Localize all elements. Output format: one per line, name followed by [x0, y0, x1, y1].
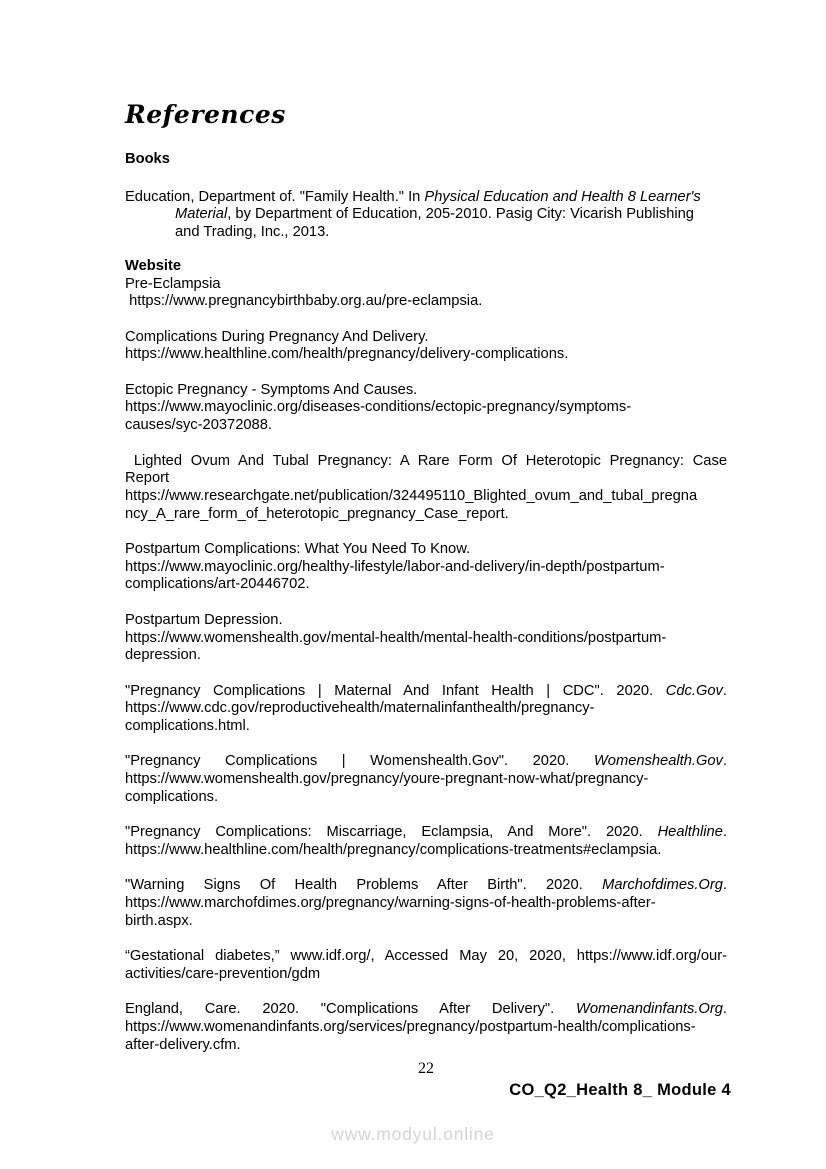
reference-text: "Pregnancy Complications: Miscarriage, Eclampsia, And More". 2020. — [125, 824, 658, 841]
reference-text: . — [722, 682, 727, 699]
reference-line — [125, 647, 727, 665]
reference-line — [125, 700, 727, 718]
reference-text: causes/syc-20372088. — [125, 417, 272, 434]
reference-text: . — [722, 824, 727, 841]
reference-line — [125, 966, 727, 984]
reference-text: complications. — [125, 788, 219, 805]
reference-line — [125, 224, 727, 242]
reference-text: https://www.mayoclinic.org/healthy-lifestyle/labor-and-delivery/in-depth/postpartum- — [125, 558, 665, 575]
reference-line — [125, 895, 727, 913]
reference-line — [125, 630, 727, 648]
reference-entry — [125, 877, 727, 930]
reference-text-italic: Physical Education and Health 8 Learner's — [424, 188, 701, 205]
reference-line — [125, 948, 727, 966]
page-content — [125, 100, 727, 1072]
reference-entry — [125, 753, 727, 806]
reference-text: "Warning Signs Of Health Problems After Birth". 2020. — [125, 877, 603, 894]
reference-line — [125, 1037, 727, 1055]
reference-line — [125, 189, 727, 207]
reference-text: depression. — [125, 647, 201, 664]
reference-text: https://www.womenandinfants.org/services/pregnancy/postpartum-health/complications- — [125, 1018, 696, 1035]
reference-line — [125, 771, 727, 789]
reference-text: https://www.healthline.com/health/pregnancy/delivery-complications. — [125, 346, 569, 363]
reference-text: . — [722, 877, 727, 894]
reference-line — [125, 541, 727, 559]
reference-line — [125, 1001, 727, 1019]
reference-text-italic: Womenshealth.Gov — [593, 753, 723, 770]
reference-entry — [125, 329, 727, 364]
reference-line — [125, 683, 727, 701]
reference-text: https://www.womenshealth.gov/pregnancy/youre-pregnant-now-what/pregnancy- — [125, 771, 649, 788]
watermark: www.modyul.online — [331, 1124, 495, 1144]
reference-line — [125, 913, 727, 931]
reference-entry — [125, 683, 727, 736]
reference-line — [125, 506, 727, 524]
reference-text: https://www.pregnancybirthbaby.org.au/pre-eclampsia. — [125, 293, 483, 310]
reference-text-italic: Material — [175, 206, 228, 223]
reference-text: https://www.womenshealth.gov/mental-health/mental-health-conditions/postpartum- — [125, 629, 667, 646]
reference-line — [125, 559, 727, 577]
reference-line — [125, 382, 727, 400]
reference-text: Postpartum Depression. — [125, 611, 283, 628]
reference-entry — [125, 189, 727, 242]
reference-text: Complications During Pregnancy And Delivery. — [125, 328, 429, 345]
reference-text: and Trading, Inc., 2013. — [175, 224, 330, 241]
reference-entry — [125, 276, 727, 311]
reference-text: , by Department of Education, 205-2010. Pasig City: Vicarish Publishing — [227, 206, 694, 223]
reference-line — [125, 576, 727, 594]
reference-entry — [125, 541, 727, 594]
reference-text-italic: Cdc.Gov — [665, 682, 723, 699]
reference-line — [125, 346, 727, 364]
reference-entry — [125, 453, 727, 524]
reference-text: "Pregnancy Complications | Womenshealth.Gov". 2020. — [125, 753, 594, 770]
reference-text: . — [722, 753, 727, 770]
reference-text-italic: Womenandinfants.Org — [575, 1001, 723, 1018]
reference-text: after-delivery.cfm. — [125, 1036, 241, 1053]
section-heading: Website — [125, 257, 182, 274]
reference-text: Pre-Eclampsia — [125, 275, 221, 292]
reference-line — [125, 789, 727, 807]
reference-entry — [125, 948, 727, 983]
reference-line — [125, 399, 727, 417]
references-list — [125, 151, 727, 1054]
reference-entry — [125, 612, 727, 665]
reference-entry — [125, 824, 727, 859]
reference-text: birth.aspx. — [125, 912, 193, 929]
reference-line — [125, 824, 727, 842]
reference-text: https://www.researchgate.net/publication/324495110_Blighted_ovum_and_tubal_pregna — [125, 487, 698, 504]
reference-line — [125, 753, 727, 771]
section-heading: Books — [125, 151, 170, 167]
reference-text: Report — [125, 470, 170, 487]
reference-text: https://www.healthline.com/health/pregnancy/complications-treatments#eclampsia. — [125, 841, 662, 858]
reference-line — [125, 612, 727, 630]
reference-line — [125, 276, 727, 294]
page-number: 22 — [418, 1060, 434, 1077]
reference-text: complications.html. — [125, 718, 250, 734]
reference-text: https://www.cdc.gov/reproductivehealth/maternalinfanthealth/pregnancy- — [125, 700, 595, 717]
reference-text-italic: Marchofdimes.Org — [602, 877, 723, 894]
footer-module-code: CO_Q2_Health 8_ Module 4 — [509, 1081, 731, 1099]
reference-entry — [125, 382, 727, 435]
reference-line — [125, 718, 727, 736]
reference-text: "Pregnancy Complications | Maternal And Infant Health | CDC". 2020. — [125, 682, 666, 699]
reference-text: Lighted Ovum And Tubal Pregnancy: A Rare Form Of Heterotopic Pregnancy: Case — [125, 452, 727, 469]
reference-line — [125, 877, 727, 895]
reference-line — [125, 453, 727, 471]
reference-text: Education, Department of. "Family Health." In — [125, 188, 425, 205]
reference-text-italic: Healthline — [657, 824, 723, 841]
reference-text: England, Care. 2020. "Complications After Delivery". — [125, 1001, 576, 1018]
reference-line — [125, 470, 727, 488]
reference-line — [125, 417, 727, 435]
reference-line — [125, 488, 727, 506]
reference-text: complications/art-20446702. — [125, 576, 310, 593]
reference-line — [125, 293, 727, 311]
reference-line — [125, 842, 727, 860]
reference-text: Postpartum Complications: What You Need To Know. — [125, 541, 471, 557]
reference-text: “Gestational diabetes,” www.idf.org/, Accessed May 20, 2020, https://www.idf.org/our- — [125, 948, 727, 965]
reference-text: activities/care-prevention/gdm — [125, 965, 321, 982]
reference-text: https://www.marchofdimes.org/pregnancy/warning-signs-of-health-problems-after- — [125, 894, 656, 911]
reference-text: Ectopic Pregnancy - Symptoms And Causes. — [125, 381, 418, 398]
reference-text: ncy_A_rare_form_of_heterotopic_pregnancy_Case_report. — [125, 505, 509, 522]
page-title: References — [125, 100, 286, 129]
reference-line — [125, 1019, 727, 1037]
reference-text: . — [722, 1001, 727, 1018]
reference-line — [125, 206, 727, 224]
reference-line — [125, 329, 727, 347]
reference-text: https://www.mayoclinic.org/diseases-conditions/ectopic-pregnancy/symptoms- — [125, 399, 632, 416]
reference-entry — [125, 1001, 727, 1054]
